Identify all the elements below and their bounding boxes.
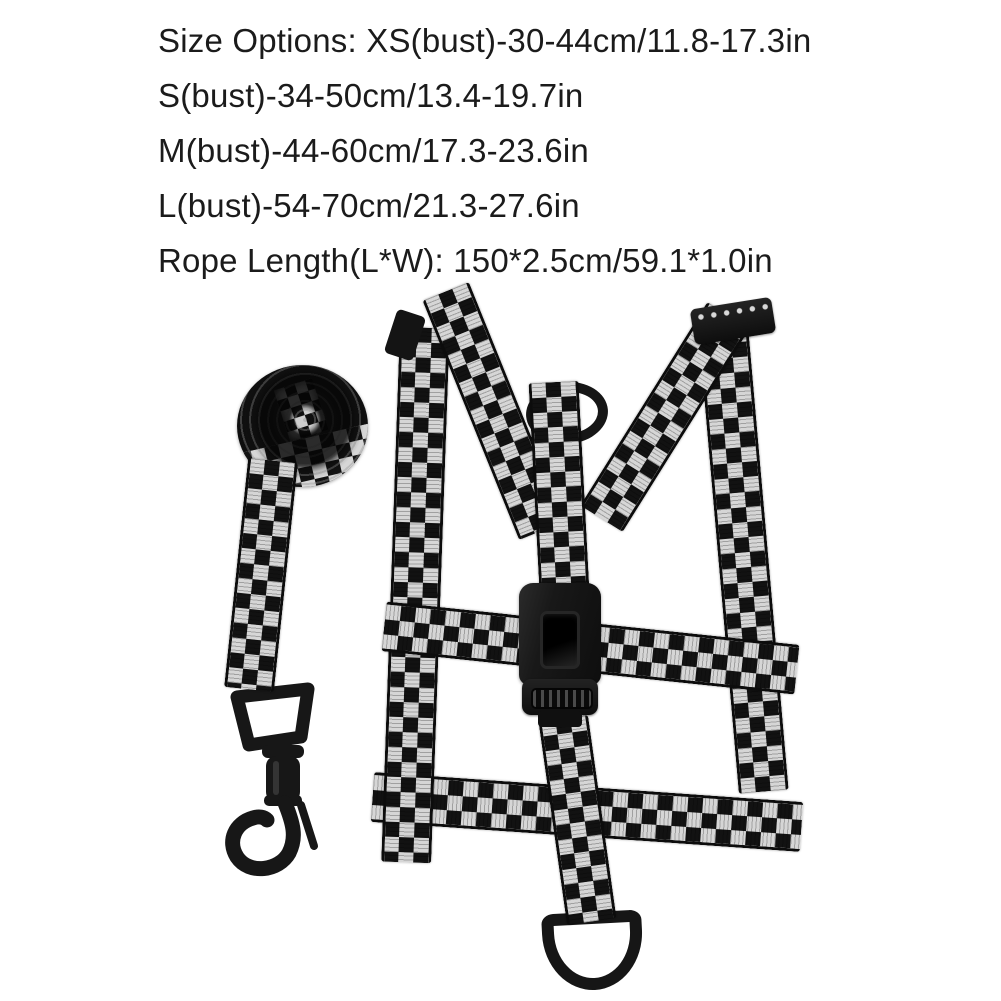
- size-line-xs: Size Options: XS(bust)-30-44cm/11.8-17.3in: [158, 22, 812, 59]
- harness-d-ring: [541, 909, 645, 992]
- buckle-release-button: [540, 611, 580, 669]
- harness-right-side-strap: [698, 326, 788, 794]
- leash-snap-hook: [205, 665, 355, 890]
- leash-strap: [224, 458, 298, 692]
- size-line-m: M(bust)-44-60cm/17.3-23.6in: [158, 132, 589, 169]
- buckle-bottom-bar: [522, 679, 598, 715]
- size-line-l: L(bust)-54-70cm/21.3-27.6in: [158, 187, 580, 224]
- snap-hook-highlight: [273, 761, 279, 795]
- buckle-ridges: [531, 688, 593, 709]
- size-line-s: S(bust)-34-50cm/13.4-19.7in: [158, 77, 584, 114]
- snap-hook-latch: [301, 805, 314, 846]
- size-options-block: [158, 13, 811, 288]
- snap-hook-curve: [233, 803, 294, 869]
- harness-strap-adjuster: [690, 297, 777, 345]
- snap-hook-eye: [237, 689, 308, 745]
- rope-length-line: Rope Length(L*W): 150*2.5cm/59.1*1.0in: [158, 242, 773, 279]
- harness-buckle: [519, 583, 601, 729]
- buckle-tail: [538, 711, 582, 727]
